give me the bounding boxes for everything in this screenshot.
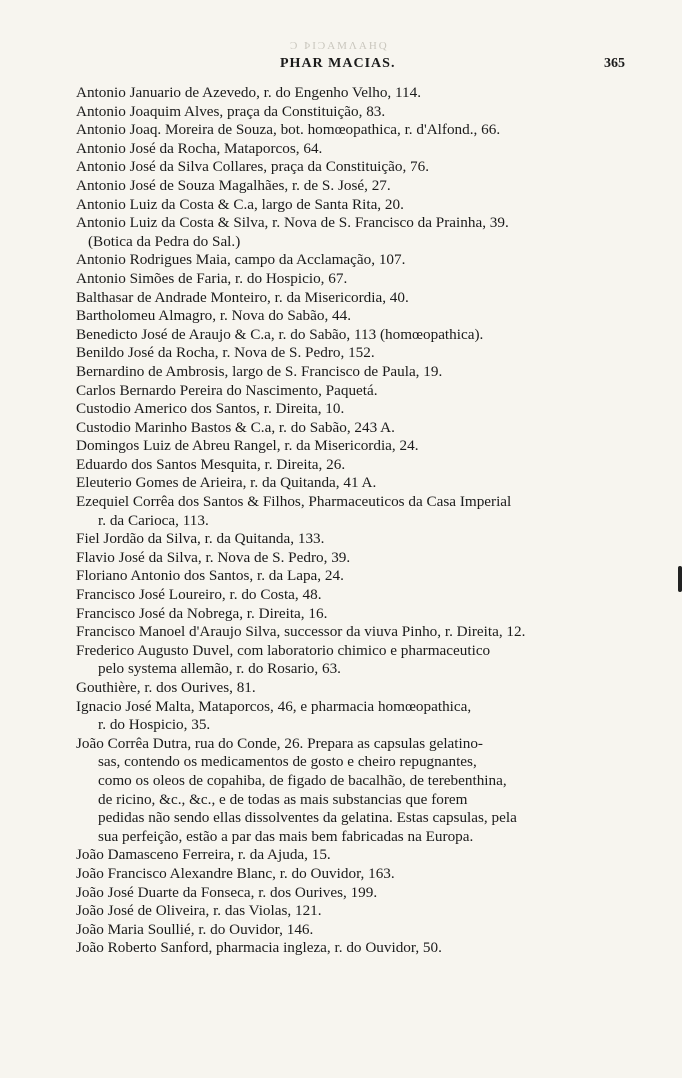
list-item: [76, 884, 644, 903]
list-item: [76, 567, 644, 586]
list-item: [76, 177, 644, 196]
entry-line: Gouthière, r. dos Ourives, 81.: [76, 679, 256, 696]
list-item: [76, 84, 644, 103]
list-item: [76, 698, 644, 735]
entry-line: Antonio Luiz da Costa & Silva, r. Nova de S. Francisco da Prainha, 39.: [76, 214, 509, 232]
list-item: [76, 605, 644, 624]
entry-line: João Damasceno Ferreira, r. da Ajuda, 15.: [76, 846, 331, 864]
list-item: [76, 902, 644, 921]
list-item: [76, 846, 644, 865]
entry-line: Eleuterio Gomes de Arieira, r. da Quitanda, 41 A.: [76, 474, 377, 492]
list-item: [76, 270, 644, 289]
list-item: [76, 921, 644, 940]
entry-line: Ezequiel Corrêa dos Santos & Filhos, Pharmaceuticos da Casa Imperial: [76, 493, 512, 511]
list-item: [76, 140, 644, 159]
running-head: PHAR MACIAS.: [280, 56, 396, 71]
list-item: [76, 307, 644, 326]
entry-line: Ignacio José Malta, Mataporcos, 46, e pharmacia homœopathica,: [76, 697, 472, 715]
entry-line: João José Duarte da Fonseca, r. dos Ourives, 199.: [76, 883, 378, 901]
list-item: [76, 326, 644, 345]
entry-line: João José de Oliveira, r. das Violas, 121.: [76, 902, 322, 920]
entry-line: (Botica da Pedra do Sal.): [88, 232, 241, 250]
entry-line: João Roberto Sanford, pharmacia ingleza, r. do Ouvidor, 50.: [76, 939, 442, 957]
entry-line: Custodio Marinho Bastos & C.a, r. do Sabão, 243 A.: [76, 418, 395, 436]
list-item: [76, 382, 644, 401]
list-item: [76, 289, 644, 308]
entry-line: Antonio Luiz da Costa & C.a, largo de Santa Rita, 20.: [76, 195, 404, 213]
list-item: [76, 735, 644, 847]
list-item: [76, 456, 644, 475]
entry-continuation: r. da Carioca, 113.: [98, 511, 209, 529]
entry-continuation: sas, contendo os medicamentos de gosto e cheiro repugnantes,: [98, 753, 477, 771]
entry-line: João Francisco Alexandre Blanc, r. do Ouvidor, 163.: [76, 864, 395, 882]
entry-line: Custodio Americo dos Santos, r. Direita, 10.: [76, 400, 345, 418]
entry-line: Fiel Jordão da Silva, r. da Quitanda, 133.: [76, 530, 325, 548]
page-edge-mark: [678, 566, 682, 592]
entry-line: Antonio Joaq. Moreira de Souza, bot. homœopathica, r. d'Alfond., 66.: [76, 121, 501, 139]
entry-line: Eduardo dos Santos Mesquita, r. Direita, 26.: [76, 455, 346, 473]
list-item: [76, 642, 644, 679]
list-item: [76, 400, 644, 419]
list-item: [76, 419, 644, 438]
entry-line: Balthasar de Andrade Monteiro, r. da Misericordia, 40.: [76, 288, 409, 306]
entry-line: João Maria Soullié, r. do Ouvidor, 146.: [76, 920, 314, 938]
list-item: [76, 474, 644, 493]
entry-line: Bartholomeu Almagro, r. Nova do Sabão, 44.: [76, 307, 352, 325]
entry-line: Carlos Bernardo Pereira do Nascimento, Paquetá.: [76, 381, 378, 399]
entry-line: Antonio José da Rocha, Mataporcos, 64.: [76, 139, 323, 157]
entry-line: Benildo José da Rocha, r. Nova de S. Pedro, 152.: [76, 344, 375, 362]
list-item: [76, 530, 644, 549]
list-item: [76, 549, 644, 568]
entry-line: Antonio Joaquim Alves, praça da Constituição, 83.: [76, 102, 386, 120]
entry-line: Francisco José Loureiro, r. do Costa, 48.: [76, 586, 322, 604]
entry-line: Antonio José da Silva Collares, praça da Constituição, 76.: [76, 158, 430, 176]
entry-line: Domingos Luiz de Abreu Rangel, r. da Misericordia, 24.: [76, 437, 419, 455]
entry-continuation: como os oleos de copahiba, de figado de bacalhão, de terebenthina,: [98, 771, 507, 789]
bleed-through-text: Ɔ ϷIϽAMɅAHQ: [290, 40, 389, 52]
entry-line: Antonio Simões de Faria, r. do Hospicio, 67.: [76, 269, 348, 287]
pharmacy-list: [76, 84, 644, 958]
entry-line: Benedicto José de Araujo & C.a, r. do Sabão, 113 (homœopathica).: [76, 325, 484, 343]
list-item: [76, 196, 644, 215]
entry-line: Bernardino de Ambrosis, largo de S. Francisco de Paula, 19.: [76, 362, 443, 380]
list-item: [76, 865, 644, 884]
list-item: [76, 586, 644, 605]
list-item: [76, 103, 644, 122]
list-item: [76, 158, 644, 177]
list-item: [76, 493, 644, 530]
list-item: [76, 623, 644, 642]
list-item: [76, 214, 644, 233]
list-item: [76, 679, 644, 698]
entry-continuation: pelo systema allemão, r. do Rosario, 63.: [98, 660, 341, 678]
list-item: [76, 344, 644, 363]
entry-line: Flavio José da Silva, r. Nova de S. Pedro, 39.: [76, 548, 351, 566]
list-item: [76, 233, 644, 252]
page-number: 365: [604, 56, 625, 71]
entry-continuation: sua perfeição, estão a par das mais bem fabricadas na Europa.: [98, 827, 474, 845]
list-item: [76, 251, 644, 270]
entry-line: Francisco José da Nobrega, r. Direita, 16.: [76, 604, 328, 622]
entry-line: Francisco Manoel d'Araujo Silva, successor da viuva Pinho, r. Direita, 12.: [76, 623, 526, 641]
entry-line: Antonio Rodrigues Maia, campo da Acclamação, 107.: [76, 251, 406, 269]
list-item: [76, 437, 644, 456]
entry-line: Antonio Januario de Azevedo, r. do Engenho Velho, 114.: [76, 84, 422, 101]
list-item: [76, 939, 644, 958]
list-item: [76, 363, 644, 382]
entry-line: Frederico Augusto Duvel, com laboratorio chimico e pharmaceutico: [76, 641, 491, 659]
entry-continuation: de ricino, &c., &c., e de todas as mais substancias que forem: [98, 790, 468, 808]
entry-line: Floriano Antonio dos Santos, r. da Lapa, 24.: [76, 567, 344, 585]
entry-continuation: r. do Hospicio, 35.: [98, 716, 211, 734]
entry-continuation: pedidas não sendo ellas dissolventes da gelatina. Estas capsulas, pela: [98, 809, 517, 827]
list-item: [76, 121, 644, 140]
entry-line: Antonio José de Souza Magalhães, r. de S. José, 27.: [76, 176, 391, 194]
entry-line: João Corrêa Dutra, rua do Conde, 26. Prepara as capsulas gelatino-: [76, 734, 483, 752]
